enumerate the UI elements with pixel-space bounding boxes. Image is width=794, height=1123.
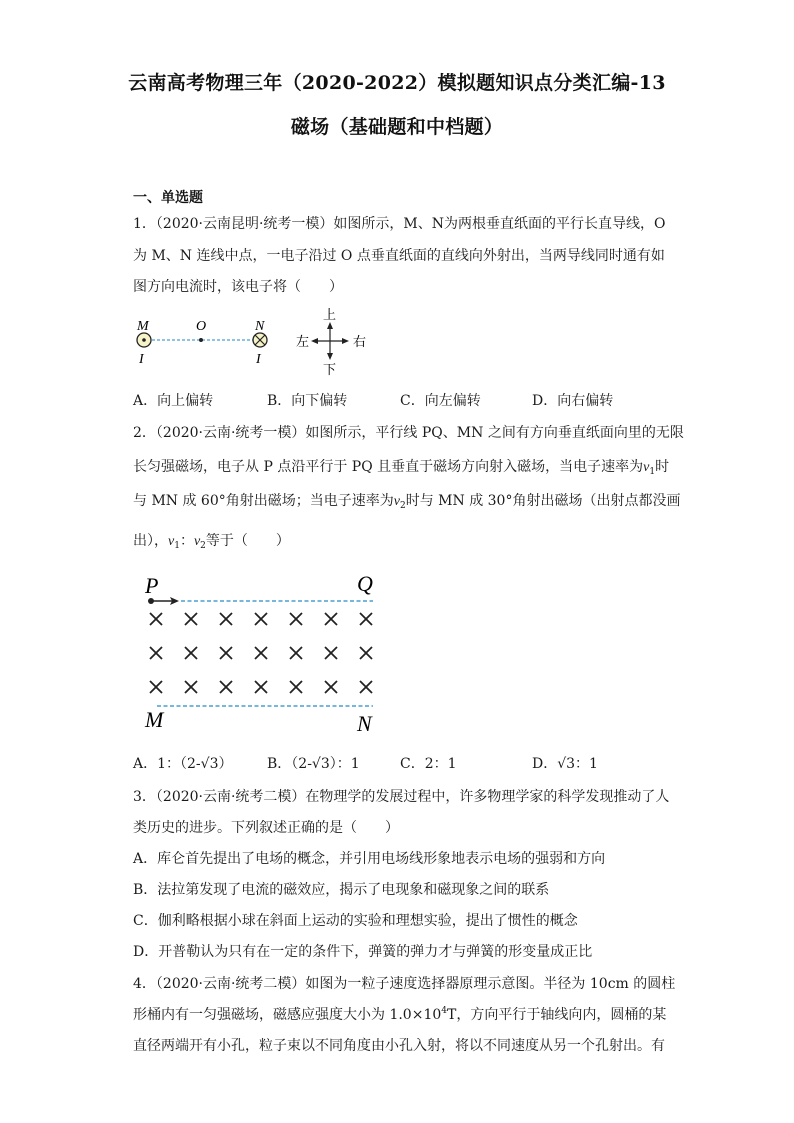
question-2-line-1: 2．（2020·云南·统考一模）如图所示，平行线 PQ、MN 之间有方向垂直纸面向里的无限 — [133, 425, 684, 441]
label-i-right: I — [256, 352, 261, 367]
v1-symbol: v — [643, 460, 650, 475]
question-2-line-4-text: 出）， — [133, 533, 168, 549]
question-3-option-d[interactable]: D．开普勒认为只有在一定的条件下，弹簧的弹力才与弹簧的形变量成正比 — [133, 944, 593, 960]
question-2-line-4-tail: 等于（ ） — [205, 533, 290, 549]
ratio-separator: ： — [179, 533, 194, 549]
question-3-option-c[interactable]: C．伽利略根据小球在斜面上运动的实验和理想实验，提出了惯性的概念 — [133, 913, 578, 929]
section-heading: 一、单选题 — [133, 190, 203, 206]
question-1-option-a[interactable]: A．向上偏转 — [133, 393, 214, 409]
question-1-option-d[interactable]: D．向右偏转 — [532, 393, 614, 409]
compass-left-label: 左 — [296, 334, 310, 349]
question-4-line-2-text: 形桶内有一匀强磁场，磁感应强度大小为 1.0×10 — [133, 1007, 442, 1023]
velocity-arrow-icon — [151, 597, 179, 605]
question-1-line-1: 1．（2020·云南昆明·统考一模）如图所示，M、N为两根垂直纸面的平行长直导线，O — [133, 216, 666, 232]
document-title: 云南高考物理三年（2020-2022）模拟题知识点分类汇编-13 — [128, 72, 666, 94]
question-1-option-b[interactable]: B．向下偏转 — [267, 393, 348, 409]
question-2-figure — [135, 567, 385, 737]
compass-up-label: 上 — [323, 307, 337, 322]
point-o — [199, 338, 203, 342]
question-4-line-3: 直径两端开有小孔，粒子束以不同角度由小孔入射，将以不同速度从另一个孔射出。有 — [133, 1038, 665, 1054]
v2-subscript: 2 — [399, 501, 406, 511]
question-1-option-c[interactable]: C．向左偏转 — [400, 393, 481, 409]
question-2-line-2 — [133, 456, 669, 477]
label-i-left: I — [139, 352, 144, 367]
question-1-line-2: 为 M、N 连线中点，一电子沿过 O 点垂直纸面的直线向外射出，当两导线同时通有如 — [133, 248, 665, 264]
v2-symbol: v — [193, 534, 201, 549]
question-2-option-c[interactable]: C．2：1 — [400, 756, 457, 772]
question-4-line-2 — [133, 1004, 666, 1024]
wire-m-out-of-page-icon — [137, 333, 151, 347]
label-n: N — [357, 711, 372, 736]
question-1-figure — [130, 303, 380, 378]
wire-n-into-page-icon — [253, 333, 267, 347]
question-4-line-2-tail: T，方向平行于轴线向内，圆桶的某 — [447, 1007, 667, 1023]
compass-down-label: 下 — [323, 362, 337, 377]
direction-compass-icon — [311, 322, 349, 360]
question-2-line-2-text: 长匀强磁场，电子从 P 点沿平行于 PQ 且垂直于磁场方向射入磁场，当电子速率为 — [133, 459, 644, 475]
question-3-line-2: 类历史的进步。下列叙述正确的是（ ） — [133, 820, 399, 836]
question-1-line-3: 图方向电流时，该电子将（ ） — [133, 279, 343, 295]
question-3-line-1: 3．（2020·云南·统考二模）在物理学的发展过程中，许多物理学家的科学发现推动了人 — [133, 789, 670, 805]
v2-subscript: 2 — [200, 541, 206, 551]
question-3-option-a[interactable]: A．库仑首先提出了电场的概念，并引用电场线形象地表示电场的强弱和方向 — [133, 851, 606, 867]
exponent: 4 — [441, 1006, 447, 1016]
question-2-option-b[interactable]: B．（2-√3）：1 — [267, 756, 360, 772]
label-o: O — [196, 319, 207, 334]
question-2-line-4 — [133, 530, 290, 551]
document-subtitle: 磁场（基础题和中档题） — [290, 116, 504, 138]
label-m: M — [145, 707, 164, 732]
label-q: Q — [357, 571, 373, 596]
question-3-option-b[interactable]: B．法拉第发现了电流的磁效应，揭示了电现象和磁现象之间的联系 — [133, 882, 550, 898]
label-m: M — [137, 319, 149, 334]
v1-subscript: 1 — [174, 541, 180, 551]
question-2-line-3 — [133, 490, 680, 511]
label-p: P — [145, 573, 159, 598]
v2-symbol: v — [393, 494, 400, 509]
question-2-option-d[interactable]: D．√3：1 — [532, 756, 598, 772]
v1-subscript: 1 — [649, 467, 656, 477]
question-2-option-a[interactable]: A．1：（2-√3） — [133, 756, 233, 772]
question-2-line-3-text: 与 MN 成 60°角射出磁场；当电子速率为 — [133, 493, 394, 509]
compass-right-label: 右 — [353, 334, 367, 349]
question-4-line-1: 4．（2020·云南·统考二模）如图为一粒子速度选择器原理示意图。半径为 10cm 的圆柱 — [133, 976, 676, 992]
question-2-line-2-tail: 时 — [655, 459, 670, 475]
v1-symbol: v — [168, 534, 175, 549]
label-n: N — [255, 319, 265, 334]
question-2-line-3-tail: 时与 MN 成 30°角射出磁场（出射点都没画 — [405, 493, 681, 509]
magnetic-field-into-page-icons — [150, 613, 372, 693]
